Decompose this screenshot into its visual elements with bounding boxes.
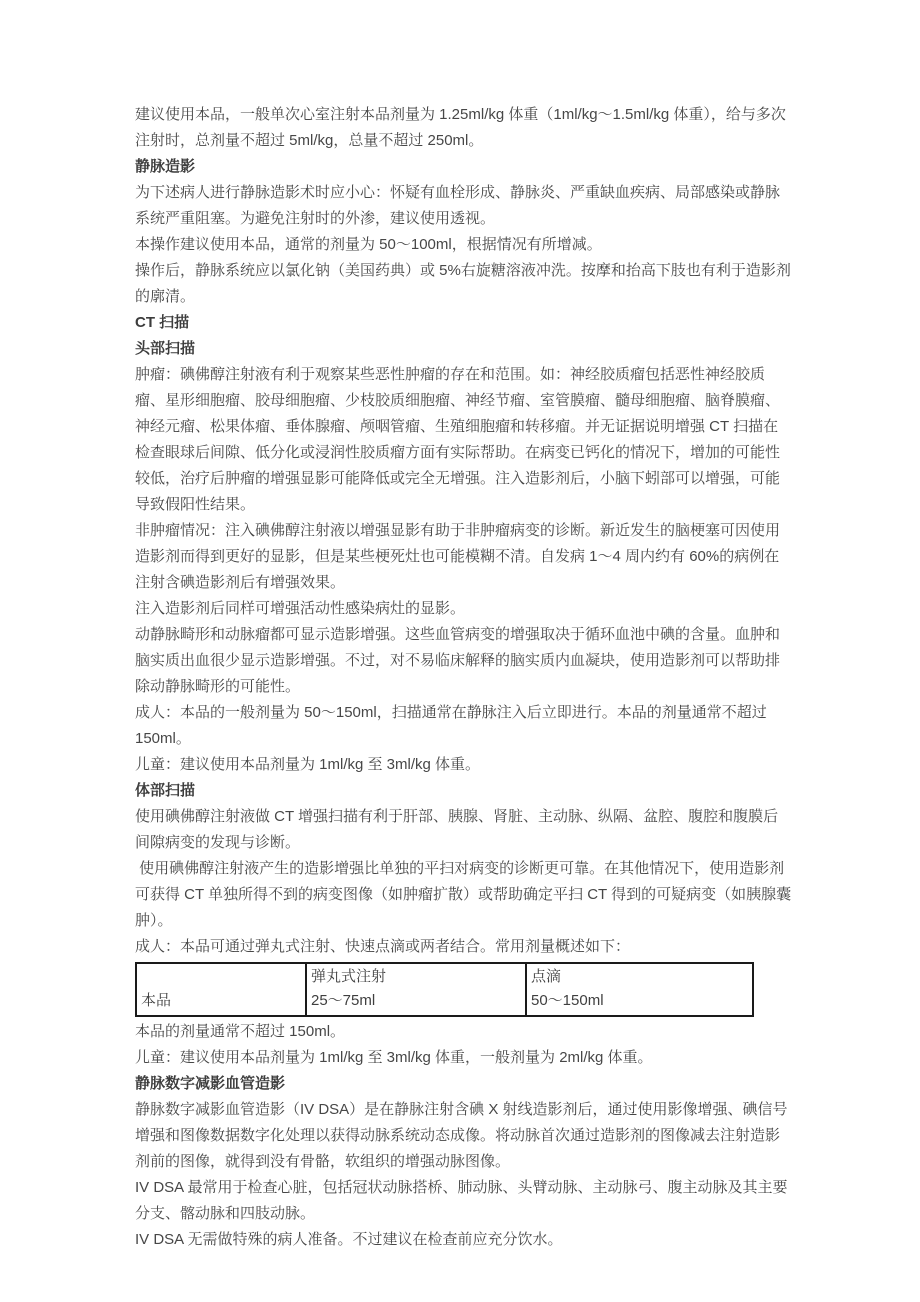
head-scan-adult-dose-paragraph: 成人：本品的一般剂量为 50～150ml，扫描通常在静脉注入后立即进行。本品的剂量通常不超过 150ml。	[135, 704, 771, 747]
iv-dsa-preparation-paragraph: IV DSA 无需做特殊的病人准备。不过建议在检查前应充分饮水。	[135, 1231, 563, 1248]
heading-venography: 静脉造影	[135, 158, 196, 175]
dosage-table-drip-header: 点滴	[531, 968, 562, 985]
document-body	[135, 102, 792, 1253]
venography-flush-paragraph: 操作后，静脉系统应以氯化钠（美国药典）或 5%右旋糖溶液冲洗。按摩和抬高下肢也有利于造影剂的廓清。	[135, 262, 791, 305]
iv-dsa-usage-paragraph: IV DSA 最常用于检查心脏，包括冠状动脉搭桥、肺动脉、头臂动脉、主动脉弓、腹主动脉及其主要分支、髂动脉和四肢动脉。	[135, 1179, 788, 1222]
avm-aneurysm-paragraph: 动静脉畸形和动脉瘤都可显示造影增强。这些血管病变的增强取决于循环血池中碘的含量。血肿和脑实质出血很少显示造影增强。不过，对不易临床解释的脑实质内血凝块，使用造影剂可以帮助排除动静脉畸形的可能性。	[135, 626, 781, 695]
venography-caution-paragraph: 为下述病人进行静脉造影术时应小心：怀疑有血栓形成、静脉炎、严重缺血疾病、局部感染或静脉系统严重阻塞。为避免注射时的外渗，建议使用透视。	[135, 184, 781, 227]
dosage-table-drip-value: 50～150ml	[531, 992, 604, 1009]
head-scan-tumor-paragraph: 肿瘤：碘佛醇注射液有利于观察某些恶性肿瘤的存在和范围。如：神经胶质瘤包括恶性神经胶质瘤、星形细胞瘤、胶母细胞瘤、少枝胶质细胞瘤、神经节瘤、室管膜瘤、髓母细胞瘤、脑脊膜瘤、神经元瘤、松果体瘤、垂体腺瘤、颅咽管瘤、生殖细胞瘤和转移瘤。并无证据说明增强 CT 扫描在检查眼球后间隙、低分化或浸润性胶质瘤方面有实际帮助。在病变已钙化的情况下，增加的可能性较低，治疗后肿瘤的增强显影可能降低或完全无增强。注入造影剂后，小脑下蚓部可以增强，可能导致假阳性结果。	[135, 366, 781, 513]
body-scan-child-dose-paragraph: 儿童：建议使用本品剂量为 1ml/kg 至 3ml/kg 体重，一般剂量为 2ml/kg 体重。	[135, 1049, 653, 1066]
table-note-paragraph: 本品的剂量通常不超过 150ml。	[135, 1023, 346, 1040]
head-scan-child-dose-paragraph: 儿童：建议使用本品剂量为 1ml/kg 至 3ml/kg 体重。	[135, 756, 481, 773]
iv-dsa-description-paragraph: 静脉数字减影血管造影（IV DSA）是在静脉注射含碘 X 射线造影剂后，通过使用影像增强、碘信号增强和图像数据数字化处理以获得动脉系统动态成像。将动脉首次通过造影剂的图像减去注射造影剂前的图像，就得到没有骨骼，软组织的增强动脉图像。	[135, 1101, 788, 1170]
venography-dose-paragraph: 本操作建议使用本品，通常的剂量为 50～100ml，根据情况有所增减。	[135, 236, 602, 253]
body-scan-usage-paragraph: 使用碘佛醇注射液做 CT 增强扫描有利于肝部、胰腺、肾脏、主动脉、纵隔、盆腔、腹腔和腹膜后间隙病变的发现与诊断。	[135, 808, 779, 851]
infection-enhancement-paragraph: 注入造影剂后同样可增强活动性感染病灶的显影。	[135, 600, 466, 617]
heading-head-scan: 头部扫描	[135, 340, 196, 357]
dosage-table-row-header: 本品	[141, 992, 172, 1009]
heading-iv-dsa: 静脉数字减影血管造影	[135, 1075, 286, 1092]
dosage-table	[135, 962, 754, 1017]
head-scan-nontumor-paragraph: 非肿瘤情况：注入碘佛醇注射液以增强显影有助于非肿瘤病变的诊断。新近发生的脑梗塞可因使用造影剂而得到更好的显影，但是某些梗死灶也可能模糊不清。自发病 1～4 周内约有 60%的病例在注射含碘造影剂后有增强效果。	[135, 522, 781, 591]
body-scan-comparison-paragraph: 使用碘佛醇注射液产生的造影增强比单独的平扫对病变的诊断更可靠。在其他情况下，使用造影剂可获得 CT 单独所得不到的病变图像（如肿瘤扩散）或帮助确定平扫 CT 得到的可疑病变（如胰腺囊肿）。	[135, 860, 792, 929]
dosage-table-drip-cell	[526, 963, 753, 1016]
dosage-table-bolus-value: 25～75ml	[311, 992, 376, 1009]
dosage-table-product-cell	[136, 963, 306, 1016]
dosage-table-row	[136, 963, 753, 1016]
heading-body-scan: 体部扫描	[135, 782, 196, 799]
dosage-table-bolus-header: 弹丸式注射	[311, 968, 387, 985]
dosage-table-bolus-cell	[306, 963, 526, 1016]
heading-ct-scan: CT 扫描	[135, 314, 190, 331]
ventricle-dosage-paragraph: 建议使用本品，一般单次心室注射本品剂量为 1.25ml/kg 体重（1ml/kg～1.5ml/kg 体重），给与多次注射时，总剂量不超过 5ml/kg，总量不超过 250ml。	[135, 106, 786, 149]
body-scan-adult-dose-paragraph: 成人：本品可通过弹丸式注射、快速点滴或两者结合。常用剂量概述如下：	[135, 938, 631, 955]
